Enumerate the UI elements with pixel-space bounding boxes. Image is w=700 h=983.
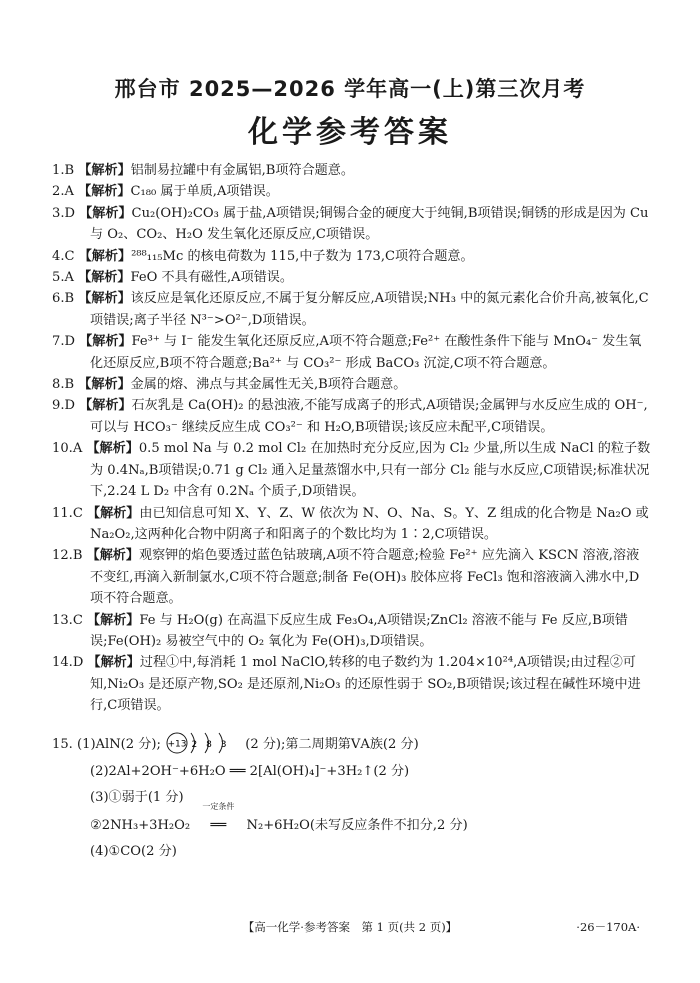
answer-item [52, 374, 652, 395]
answer-number: 11.C [52, 505, 83, 521]
answer-number: 12.B [52, 548, 83, 564]
answer-item [52, 503, 652, 546]
answer-text: 该反应是氧化还原反应,不属于复分解反应,A项错误;NH₃ 中的氮元素化合价升高,被氧化,C项错误;离子半径 N³⁻>O²⁻,D项错误。 [90, 291, 649, 328]
answer-item [52, 160, 652, 181]
reaction-condition-arrow: 一定条件 ══ [194, 811, 242, 841]
answer-key-title: 化学参考答案 [248, 115, 452, 150]
atom-structure-diagram [165, 734, 241, 754]
answer-number: 7.D [52, 334, 75, 350]
analysis-tag: 【解析】 [78, 248, 132, 264]
answer-item [52, 610, 652, 653]
q15-part4: (4)①CO(2 分) [90, 843, 177, 859]
analysis-tag: 【解析】 [78, 270, 131, 286]
analysis-tag: 【解析】 [87, 612, 140, 628]
exam-title: 邢台市 2025—2026 学年高一(上)第三次月考 [114, 77, 586, 101]
answer-item [52, 331, 652, 374]
answer-number: 3.D [52, 205, 75, 221]
answer-number: 15. [52, 736, 73, 752]
answer-text: Cu₂(OH)₂CO₃ 属于盐,A项错误;铜锡合金的硬度大于纯铜,B项错误;铜锈的形成是因为 Cu 与 O₂、CO₂、H₂O 发生氧化还原反应,C项错误。 [90, 205, 649, 243]
analysis-tag: 【解析】 [86, 441, 139, 457]
answer-text: Fe³⁺ 与 I⁻ 能发生氧化还原反应,A项不符合题意;Fe²⁺ 在酸性条件下能与 MnO₄⁻ 发生氧化还原反应,B项不符合题意;Ba²⁺ 与 CO₃²⁻ 形成 BaCO₃ 沉淀,C项不符合题意。 [90, 334, 642, 371]
q15-part2: (2)2Al+2OH⁻+6H₂O ══ 2[Al(OH)₄]⁻+3H₂↑(2 分) [90, 763, 410, 779]
q15-part1-text: (1)AlN(2 分); [77, 736, 161, 752]
answer-number: 1.B [52, 163, 75, 178]
analysis-tag: 【解析】 [78, 291, 131, 307]
answer-item [52, 246, 652, 267]
answer-number: 4.C [52, 248, 75, 264]
answer-item-15 [52, 731, 652, 759]
nucleus-label: +13 [167, 739, 187, 750]
answer-number: 9.D [52, 398, 75, 414]
answer-number: 13.C [52, 612, 83, 628]
analysis-tag: 【解析】 [78, 184, 131, 200]
footer-page-info: 【高一化学·参考答案 第 1 页(共 2 页)】 [242, 920, 458, 934]
electron-shell-counts: 2 8 3 [191, 740, 227, 751]
answer-text: 观察钾的焰色要透过蓝色钴玻璃,A项不符合题意;检验 Fe²⁺ 应先滴入 KSCN 溶液,溶液不变红,再滴入新制氯水,C项不符合题意;制备 Fe(OH)₃ 胶体应将 FeCl₃ 饱和溶液滴入沸水中,D项不符合题意。 [90, 548, 640, 607]
analysis-tag: 【解析】 [86, 548, 139, 564]
answer-text: 铝制易拉罐中有金属铝,B项符合题意。 [130, 163, 354, 178]
answer-number: 10.A [52, 441, 83, 457]
reaction-condition-label: 一定条件 [202, 801, 235, 811]
answer-list [52, 160, 652, 863]
analysis-tag: 【解析】 [79, 398, 132, 414]
answer-number: 14.D [52, 655, 84, 671]
q15-part3b [52, 801, 652, 841]
analysis-tag: 【解析】 [87, 655, 140, 671]
answer-item [52, 203, 652, 246]
answer-item [52, 288, 652, 331]
answer-number: 5.A [52, 270, 74, 286]
answer-item [52, 181, 652, 202]
answer-text: ²⁸⁸₁₁₅Mc 的核电荷数为 115,中子数为 173,C项符合题意。 [131, 248, 474, 264]
analysis-tag: 【解析】 [87, 505, 140, 521]
answer-number: 2.A [52, 184, 74, 200]
answer-text: Fe 与 H₂O(g) 在高温下反应生成 Fe₃O₄,A项错误;ZnCl₂ 溶液不能与 Fe 反应,B项错误;Fe(OH)₂ 易被空气中的 O₂ 氧化为 Fe(OH)₃,D项错误。 [90, 612, 628, 649]
answer-number: 6.B [52, 291, 75, 307]
answer-text: 金属的熔、沸点与其金属性无关,B项符合题意。 [130, 377, 407, 393]
answer-text: C₁₈₀ 属于单质,A项错误。 [130, 184, 279, 200]
equation-right: N₂+6H₂O(未写反应条件不扣分,2 分) [246, 817, 468, 833]
analysis-tag: 【解析】 [79, 205, 132, 221]
answer-item [52, 267, 652, 288]
answer-item [52, 545, 652, 609]
analysis-tag: 【解析】 [78, 163, 131, 178]
analysis-tag: 【解析】 [78, 377, 131, 393]
answer-item [52, 438, 652, 502]
analysis-tag: 【解析】 [79, 334, 132, 350]
equation-left: ②2NH₃+3H₂O₂ [90, 817, 191, 833]
answer-text: 0.5 mol Na 与 0.2 mol Cl₂ 在加热时充分反应,因为 Cl₂ 少量,所以生成 NaCl 的粒子数为 0.4Nₐ,B项错误;0.71 g Cl₂ 通入足量蒸馏水中,只有一部分 Cl₂ 能与水反应,C项错误;标准状况下,2.24 L D₂ 中含有 0.2Nₐ 个质子,D项错误。 [90, 441, 651, 500]
aluminum-atom-diagram [165, 730, 241, 756]
answer-text: 由已知信息可知 X、Y、Z、W 依次为 N、O、Na、S。Y、Z 组成的化合物是 Na₂O 或 Na₂O₂,这两种化合物中阴离子和阳离子的个数比均为 1∶2,C项错误。 [90, 505, 649, 542]
answer-text: 过程①中,每消耗 1 mol NaClO,转移的电子数约为 1.204×10²⁴,A项错误;由过程②可知,Ni₂O₃ 是还原产物,SO₂ 是还原剂,Ni₂O₃ 的还原性弱于 SO₂,B项错误;该过程在碱性环境中进行,C项错误。 [90, 655, 641, 714]
q15-part3: (3)①弱于(1 分) [90, 789, 184, 805]
answer-item [52, 395, 652, 438]
footer-code: ·26－170A· [576, 920, 640, 934]
answer-text: FeO 不具有磁性,A项错误。 [130, 270, 293, 286]
answer-text: 石灰乳是 Ca(OH)₂ 的悬浊液,不能写成离子的形式,A项错误;金属钾与水反应生成的 OH⁻,可以与 HCO₃⁻ 继续反应生成 CO₃²⁻ 和 H₂O,B项错误;该反应未配平,C项错误。 [90, 398, 648, 435]
q15-part1-rest: (2 分);第二周期第ⅤA族(2 分) [245, 736, 419, 752]
answer-item [52, 652, 652, 716]
answer-number: 8.B [52, 377, 75, 393]
